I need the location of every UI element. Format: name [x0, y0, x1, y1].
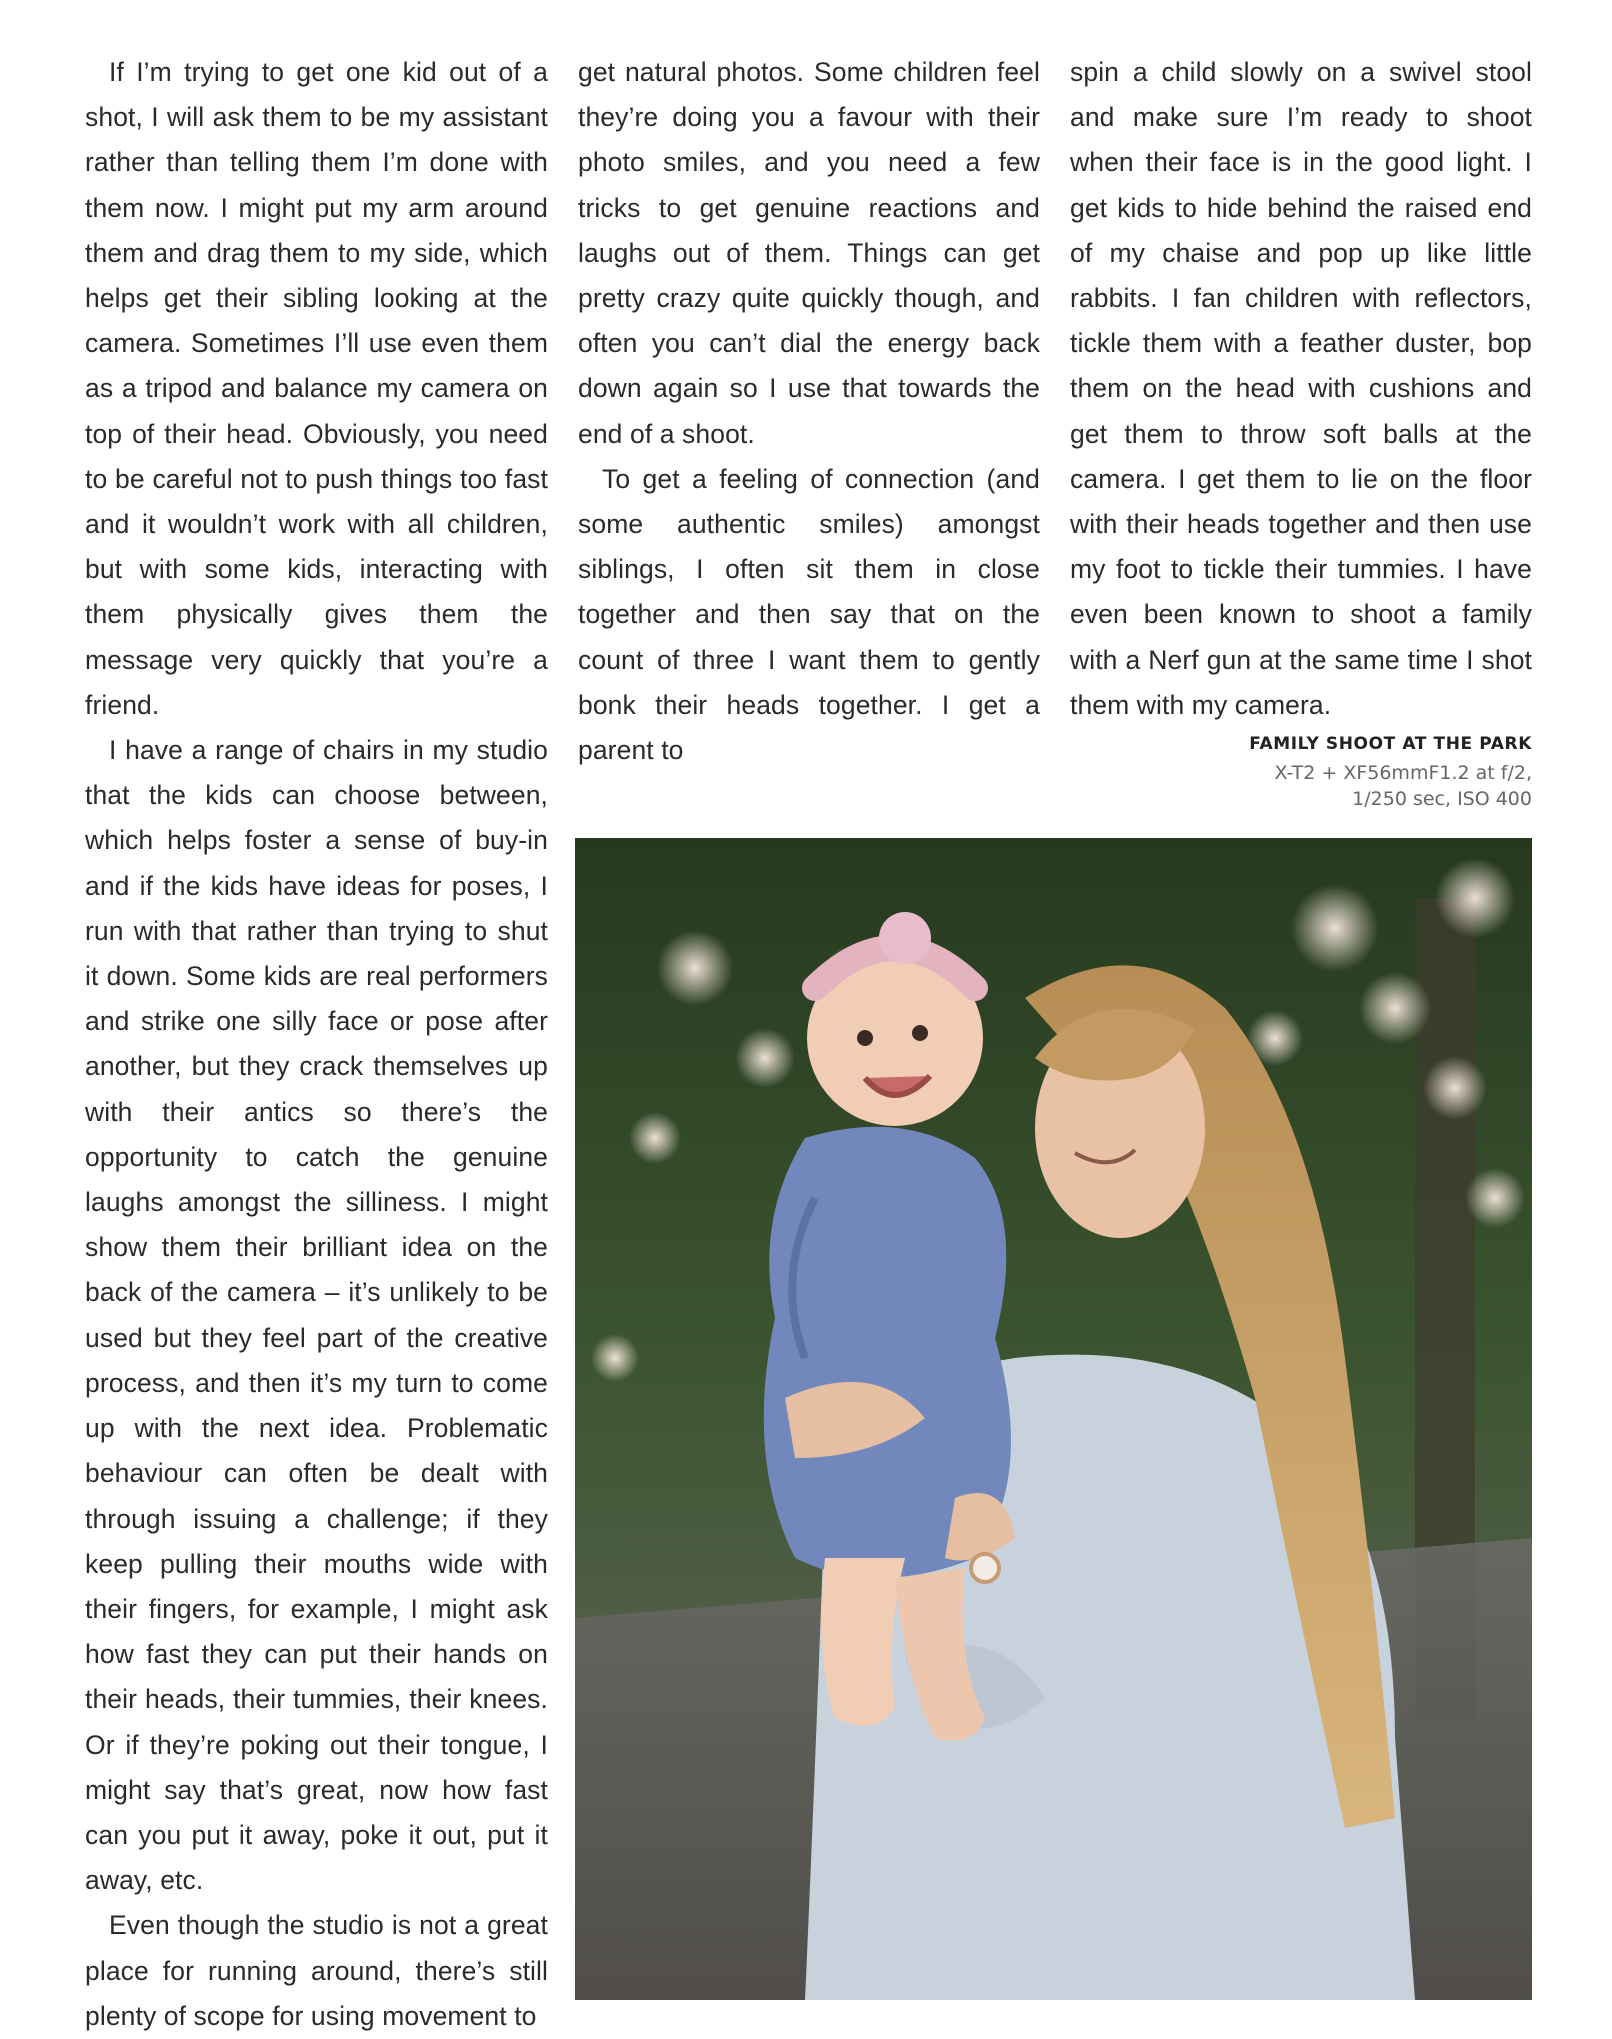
paragraph: spin a child slowly on a swivel stool and make sure I’m ready to shoot when their face is in the good light. I get kids to hide behind the raised end of my chaise and pop up like little rabbits. I fan children with reflectors, tickle them with a feather duster, bop them on the head with cushions and get them to throw soft balls at the camera. I get them to lie on the floor with their heads together and then use my foot to tickle their tummies. I have even been known to shoot a family with a Nerf gun at the same time I shot them with my camera. — [1070, 57, 1532, 720]
paragraph: I have a range of chairs in my studio that the kids can choose between, which helps foster a sense of buy-in and if the kids have ideas for poses, I run with that rather than trying to shut it down. Some kids are real performers and strike one silly face or pose after another, but they crack themselves up with their antics so there’s the opportunity to catch the genuine laughs amongst the silliness. I might show them their brilliant idea on the back of the camera – it’s unlikely to be used but they feel part of the creative process, and then it’s my turn to come up with the next idea. Problematic behaviour can often be dealt with through issuing a challenge; if they keep pulling their mouths wide with their fingers, for example, I might ask how fast they can put their hands on their heads, their tummies, their knees. Or if they’re poking out their tongue, I might say that’s great, now how fast can you put it away, poke it out, put it away, etc. — [85, 735, 548, 1896]
text-column-1 — [85, 50, 548, 2039]
caption-title: FAMILY SHOOT AT THE PARK — [1249, 734, 1532, 754]
caption-settings: 1/250 sec, ISO 400 — [1352, 788, 1532, 810]
text-column-3 — [1070, 50, 1532, 728]
paragraph: Even though the studio is not a great place for running around, there’s still plenty of scope for using movement to — [85, 1910, 548, 2031]
paragraph: To get a feeling of connection (and some authentic smiles) amongst siblings, I often sit them in close together and then say that on the count of three I want them to gently bonk their heads together. I get a parent to — [578, 463, 1040, 766]
caption-camera: X-T2 + XF56mmF1.2 at f/2, — [1274, 762, 1532, 784]
photo-illustration — [575, 838, 1532, 2000]
paragraph: get natural photos. Some children feel they’re doing you a favour with their photo smiles, and you need a few tricks to get genuine reactions and laughs out of them. Things can get pretty crazy quite quickly though, and often you can’t dial the energy back down again so I use that towards the end of a shoot. — [578, 57, 1040, 449]
photo-mother-and-baby — [575, 838, 1532, 2000]
text-column-2 — [578, 50, 1040, 773]
paragraph: If I’m trying to get one kid out of a shot, I will ask them to be my assistant rather than telling them I’m done with them now. I might put my arm around them and drag them to my side, which helps get their sibling looking at the camera. Sometimes I’ll use even them as a tripod and balance my camera on top of their head. Obviously, you need to be careful not to push things too fast and it wouldn’t work with all children, but with some kids, interacting with them physically gives them the message very quickly that you’re a friend. — [85, 57, 548, 720]
photo-caption — [1072, 734, 1532, 812]
